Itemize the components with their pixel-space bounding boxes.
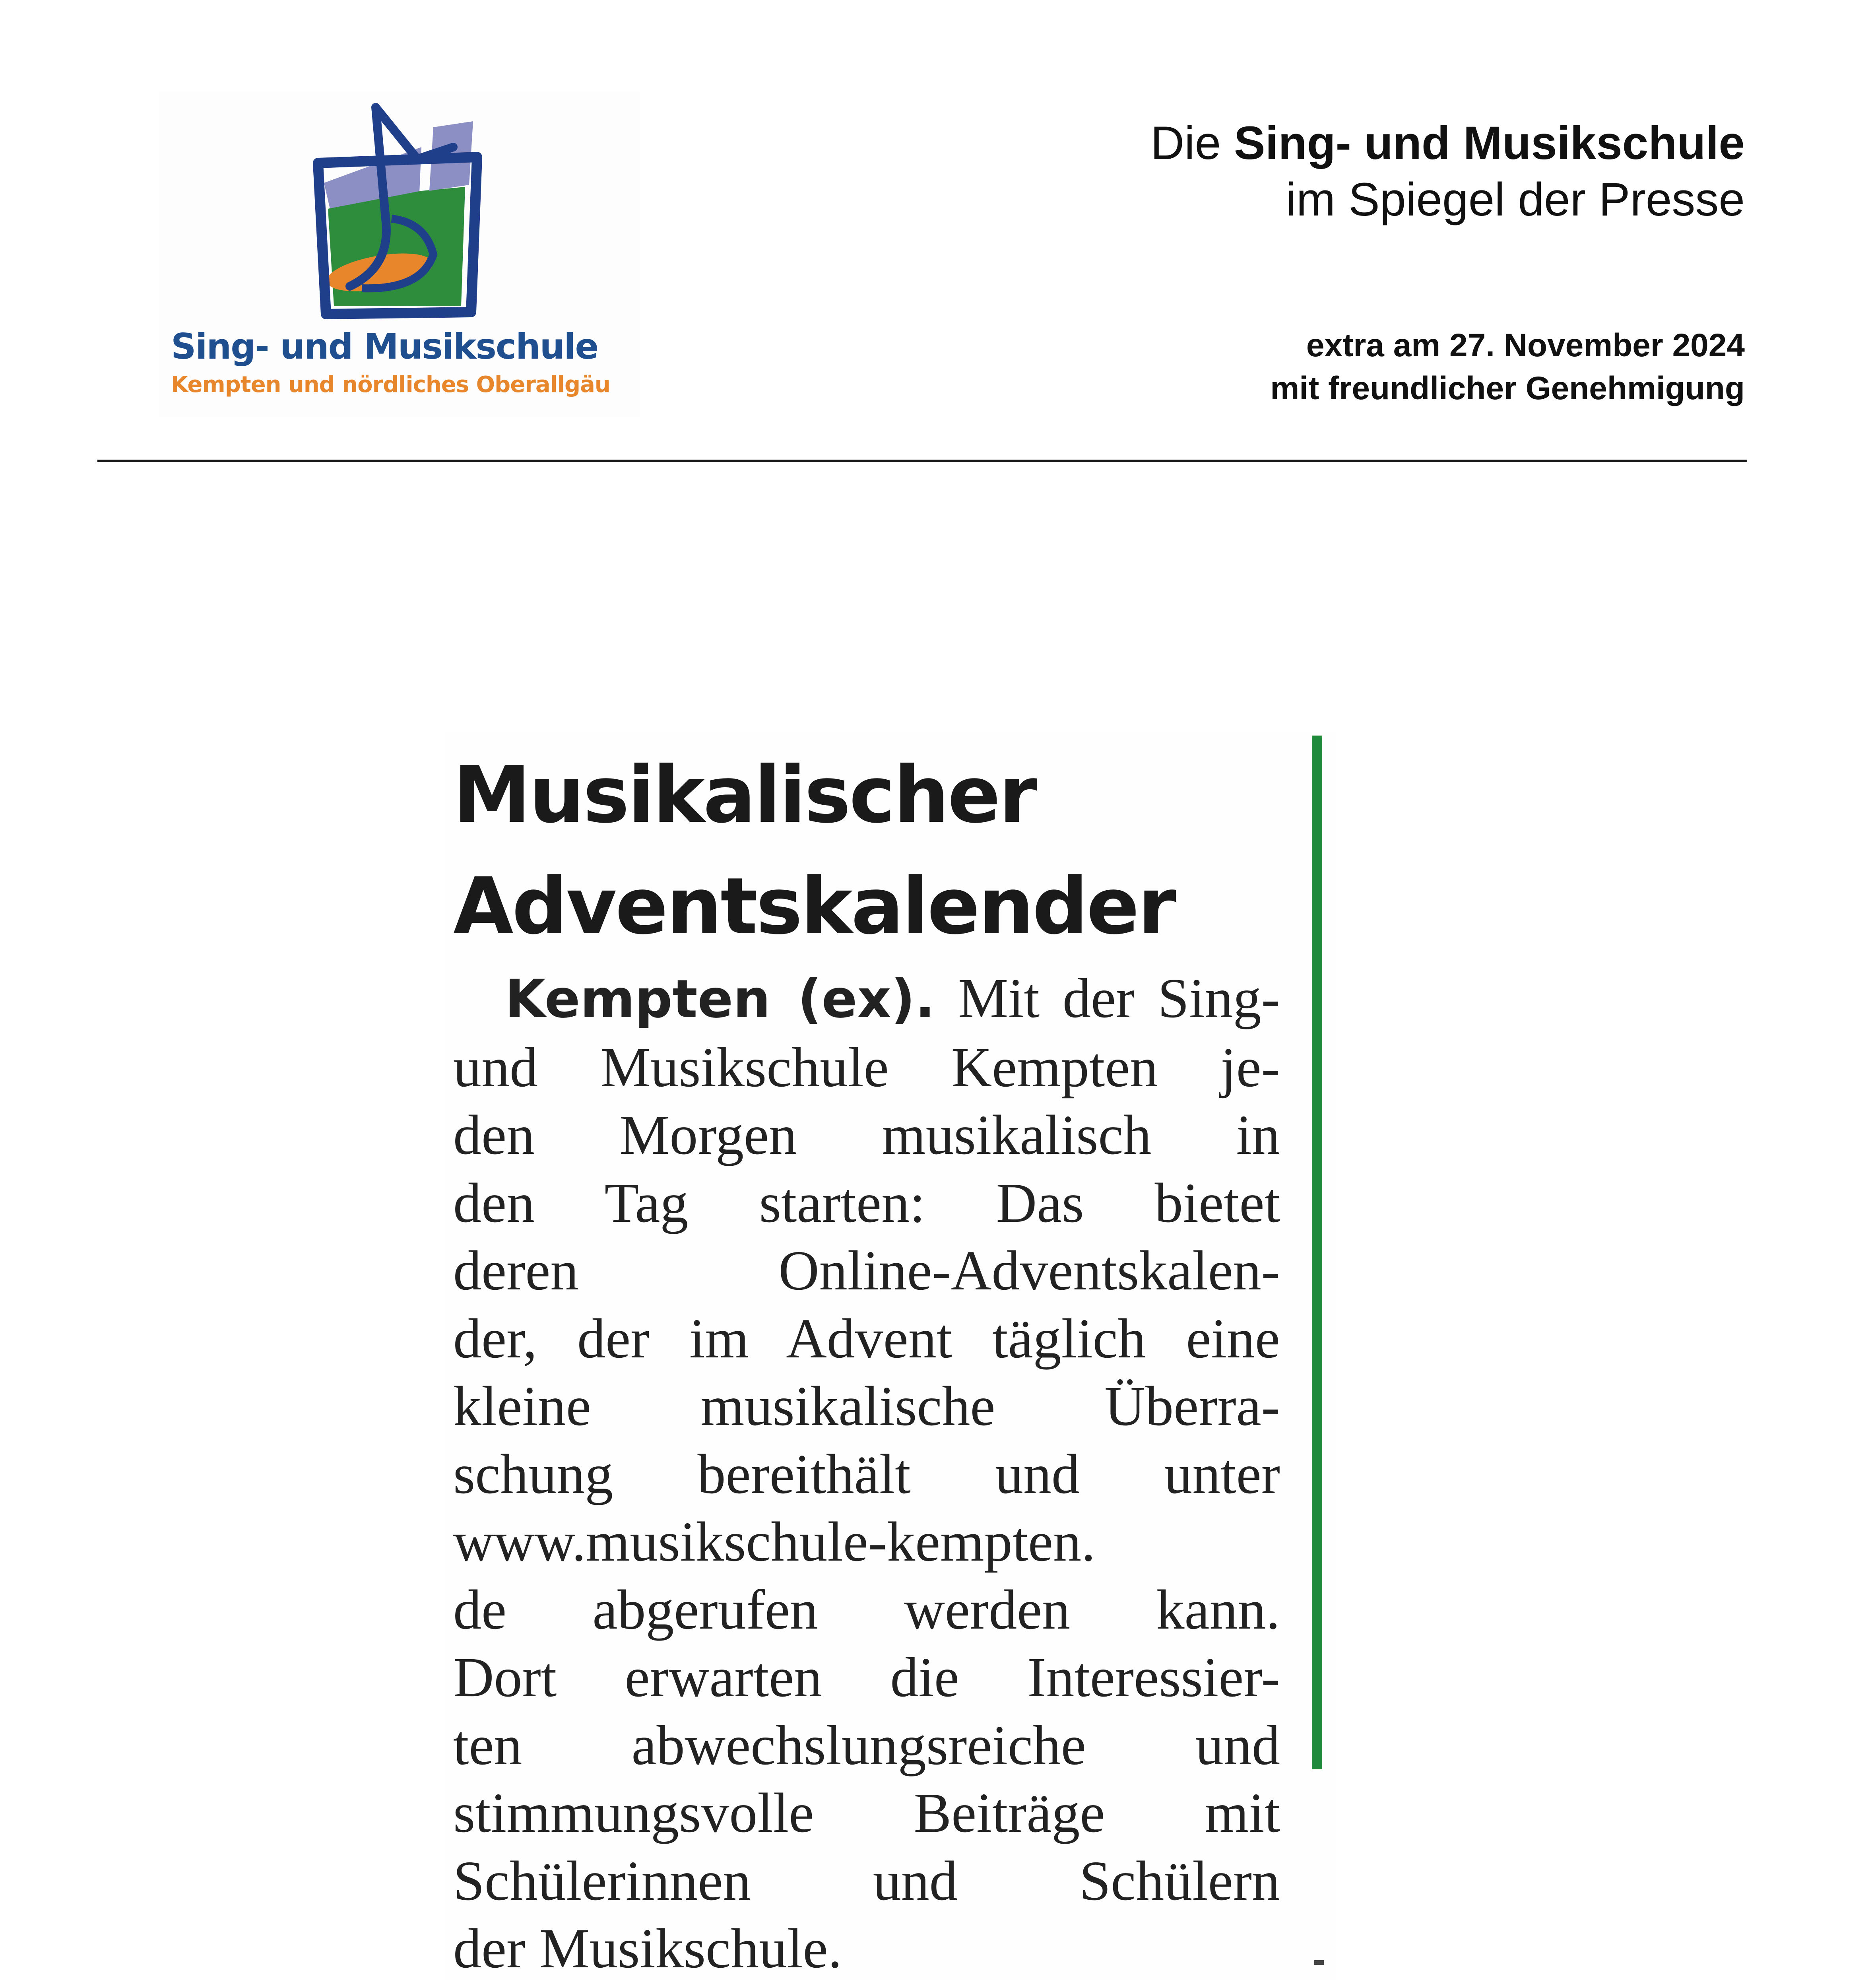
clipping-accent-bar [1312, 736, 1322, 1769]
header-divider [97, 460, 1747, 462]
article-body [453, 964, 1280, 1982]
clipping-bar-end [1314, 1960, 1324, 1965]
article-line: den Morgen musikalisch in [453, 1103, 1280, 1166]
edition-info [1270, 324, 1745, 410]
edition-date: extra am 27. November 2024 [1306, 327, 1745, 363]
article-line: der Musikschule. [453, 1917, 842, 1980]
article-line: stimmungsvolle Beiträge mit [453, 1781, 1280, 1844]
article-line: der, der im Advent täglich eine [453, 1307, 1280, 1370]
article-dateline: Kempten (ex). [505, 969, 935, 1030]
headline-line: Musikalischer [453, 750, 1036, 841]
title-prefix: Die [1150, 117, 1221, 169]
article-line: den Tag starten: Das bietet [453, 1171, 1280, 1234]
music-note-logo-icon [290, 99, 513, 322]
article-line: kleine musikalische Überra- [453, 1375, 1280, 1437]
article-line: Schülerinnen und Schülern [453, 1849, 1280, 1912]
newspaper-clipping [445, 732, 1336, 1980]
article-line: ten abwechslungsreiche und [453, 1713, 1280, 1776]
permission-note: mit freundlicher Genehmigung [1270, 370, 1745, 407]
article-line: deren Online-Adventskalen- [453, 1239, 1280, 1302]
article-headline [453, 740, 1308, 962]
logo-subtitle: Kempten und nördliches Oberallgäu [171, 372, 610, 398]
headline-line: Adventskalender [453, 861, 1175, 952]
article-line: Kempten (ex). Mit der Sing- [505, 967, 1280, 1030]
article-line: Dort erwarten die Interessier- [453, 1646, 1280, 1708]
logo-name: Sing- und Musikschule [171, 326, 598, 367]
article-line: www.musikschule-kempten. [453, 1510, 1096, 1573]
article-line: und Musikschule Kempten je- [453, 1035, 1280, 1099]
article-line: schung bereithält und unter [453, 1442, 1280, 1505]
title-line-2: im Spiegel der Presse [1286, 173, 1745, 226]
title-school-name: Sing- und Musikschule [1234, 117, 1745, 169]
school-logo [159, 91, 640, 417]
page-title [1150, 115, 1745, 228]
article-line: de abgerufen werden kann. [453, 1578, 1280, 1641]
